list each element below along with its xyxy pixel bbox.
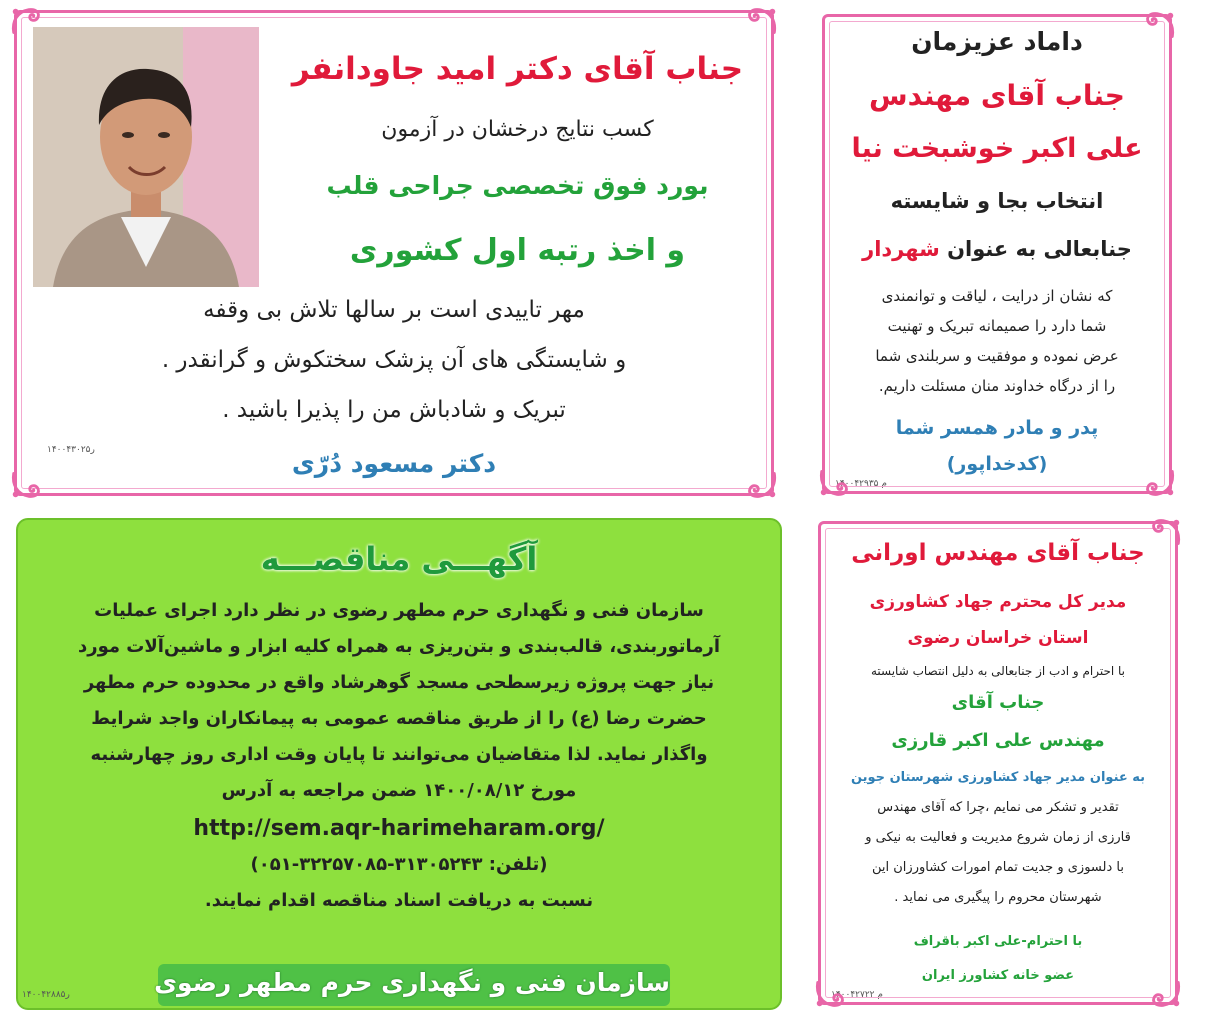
ad3-url-link[interactable]: http://sem.aqr-harimeharam.org/ <box>193 816 605 841</box>
ad3-code: ر۱۴۰۰۴۲۸۸۵ <box>22 990 70 1000</box>
ad1-line2: بورد فوق تخصصی جراحی قلب <box>326 171 709 200</box>
corner-ornament-icon <box>1146 973 1184 1011</box>
corner-ornament-icon <box>812 973 850 1011</box>
ad4-code: م ۱۴۰۰۴۲۷۲۲ <box>831 990 883 1000</box>
ad1-line3: و اخذ رتبه اول کشوری <box>349 233 686 268</box>
ad3-footer-band <box>154 964 670 1006</box>
ad2-body-line: عرض نموده و موفقیت و سربلندی شما <box>875 347 1119 365</box>
corner-ornament-icon <box>8 464 46 502</box>
ad3-body-line: حضرت رضا (ع) را از طریق مناقصه عمومی به پیمانکاران واجد شرایط <box>91 708 707 729</box>
ad4-body-line: قارزی از زمان شروع مدیریت و فعالیت به نیکی و <box>865 830 1131 845</box>
ad1-body-line: تبریک و شادباش من را پذیرا باشید . <box>222 397 566 423</box>
ad1-title: جناب آقای دکتر امید جاودانفر <box>291 51 744 87</box>
ad3-body-line: مورخ ۱۴۰۰/۰۸/۱۲ ضمن مراجعه به آدرس <box>221 780 577 801</box>
ad3-title: آگهـــی مناقصـــه <box>260 540 538 578</box>
ad2-body-line: را از درگاه خداوند منان مسئلت داریم. <box>878 377 1116 395</box>
ad4-sign2: عضو خانه کشاورز ایران <box>921 968 1075 983</box>
ad3-body-line: سازمان فنی و نگهداری حرم مطهر رضوی در نظر دارد اجرای عملیات <box>94 600 704 621</box>
ad4-body-line: با دلسوزی و جدیت تمام امورات کشاورزان این <box>872 860 1124 875</box>
tender-ad <box>16 518 782 1010</box>
ad4-title: جناب آقای مهندس اورانی <box>851 540 1145 566</box>
ad1-signature: دکتر مسعود دُرّی <box>291 449 497 478</box>
corner-ornament-icon <box>816 462 854 500</box>
ad2-body-line: شما دارد را صمیمانه تبریک و تهنیت <box>887 317 1107 335</box>
ad2-line1: انتخاب بجا و شایسته <box>890 189 1104 213</box>
ad4-body-line: تقدیر و تشکر می نمایم ،چرا که آقای مهندس <box>877 800 1119 815</box>
ad4-intro: با احترام و ادب از جنابعالی به دلیل انتصاب شایسته <box>870 664 1126 678</box>
ad4-line1: مدیر کل محترم جهاد کشاورزی <box>869 592 1127 612</box>
corner-ornament-icon <box>742 4 780 42</box>
congrats-ad-agriculture <box>818 521 1178 1005</box>
ad2-line2-text: جنابعالی به عنوان <box>939 237 1132 261</box>
ad1-line1: کسب نتایج درخشان در آزمون <box>381 117 654 142</box>
corner-ornament-icon <box>1140 8 1178 46</box>
ad1-body-line: مهر تاییدی است بر سالها تلاش بی وقفه <box>203 297 585 323</box>
congrats-ad-doctor <box>14 10 774 496</box>
ad3-closing: نسبت به دریافت اسناد مناقصه اقدام نمایند. <box>204 890 594 911</box>
ad2-body-line: که نشان از درایت ، لیاقت و توانمندی <box>881 287 1113 305</box>
ad2-line2-highlight: شهردار <box>862 237 940 261</box>
ad2-name1: جناب آقای مهندس <box>869 79 1125 112</box>
ad3-body-line: نیاز جهت پروژه زیرسطحی مسجد گوهرشاد واقع در محدوده حرم مطهر <box>83 672 715 693</box>
ad3-body-line: واگذار نماید. لذا متقاضیان می‌توانند تا پایان وقت اداری روز چهارشنبه <box>90 744 708 765</box>
ad3-footer: سازمان فنی و نگهداری حرم مطهر رضوی <box>154 968 670 997</box>
ad2-sign1: پدر و مادر همسر شما <box>895 417 1099 439</box>
ad2-heading: داماد عزیزمان <box>911 27 1083 56</box>
ad4-sign1: با احترام-علی اکبر باقراف <box>913 934 1083 949</box>
ad2-line2 <box>825 237 1169 261</box>
corner-ornament-icon <box>742 464 780 502</box>
ad2-code: م ۱۴۰۰۴۲۹۳۵ <box>835 479 887 489</box>
corner-ornament-icon <box>1140 462 1178 500</box>
ad2-name2: علی اکبر خوشبخت نیا <box>851 133 1143 164</box>
ad3-body-line: آرماتوربندی، قالب‌بندی و بتن‌ریزی به همراه کلیه ابزار و ماشین‌آلات مورد <box>78 636 720 657</box>
ad4-name2: مهندس علی اکبر قارزی <box>891 730 1105 751</box>
ad1-body-line: و شایستگی های آن پزشک سختکوش و گرانقدر . <box>161 347 627 373</box>
ad4-role: به عنوان مدیر جهاد کشاورزی شهرستان جوین <box>850 770 1146 785</box>
ad1-code: ر۱۴۰۰۴۳۰۲۵ <box>47 445 95 455</box>
ad3-phone: (تلفن: ۳۱۳۰۵۲۴۳-۳۲۲۵۷۰۸۵-۰۵۱) <box>250 854 548 875</box>
corner-ornament-icon <box>8 4 46 42</box>
ad2-sign2: (کدخداپور) <box>946 453 1048 475</box>
corner-ornament-icon <box>1146 515 1184 553</box>
ad4-name1: جناب آقای <box>951 692 1045 713</box>
congrats-ad-mayor <box>822 14 1172 494</box>
ad4-line2: استان خراسان رضوی <box>907 628 1089 648</box>
ad4-body-line: شهرستان محروم را پیگیری می نماید . <box>894 890 1102 905</box>
